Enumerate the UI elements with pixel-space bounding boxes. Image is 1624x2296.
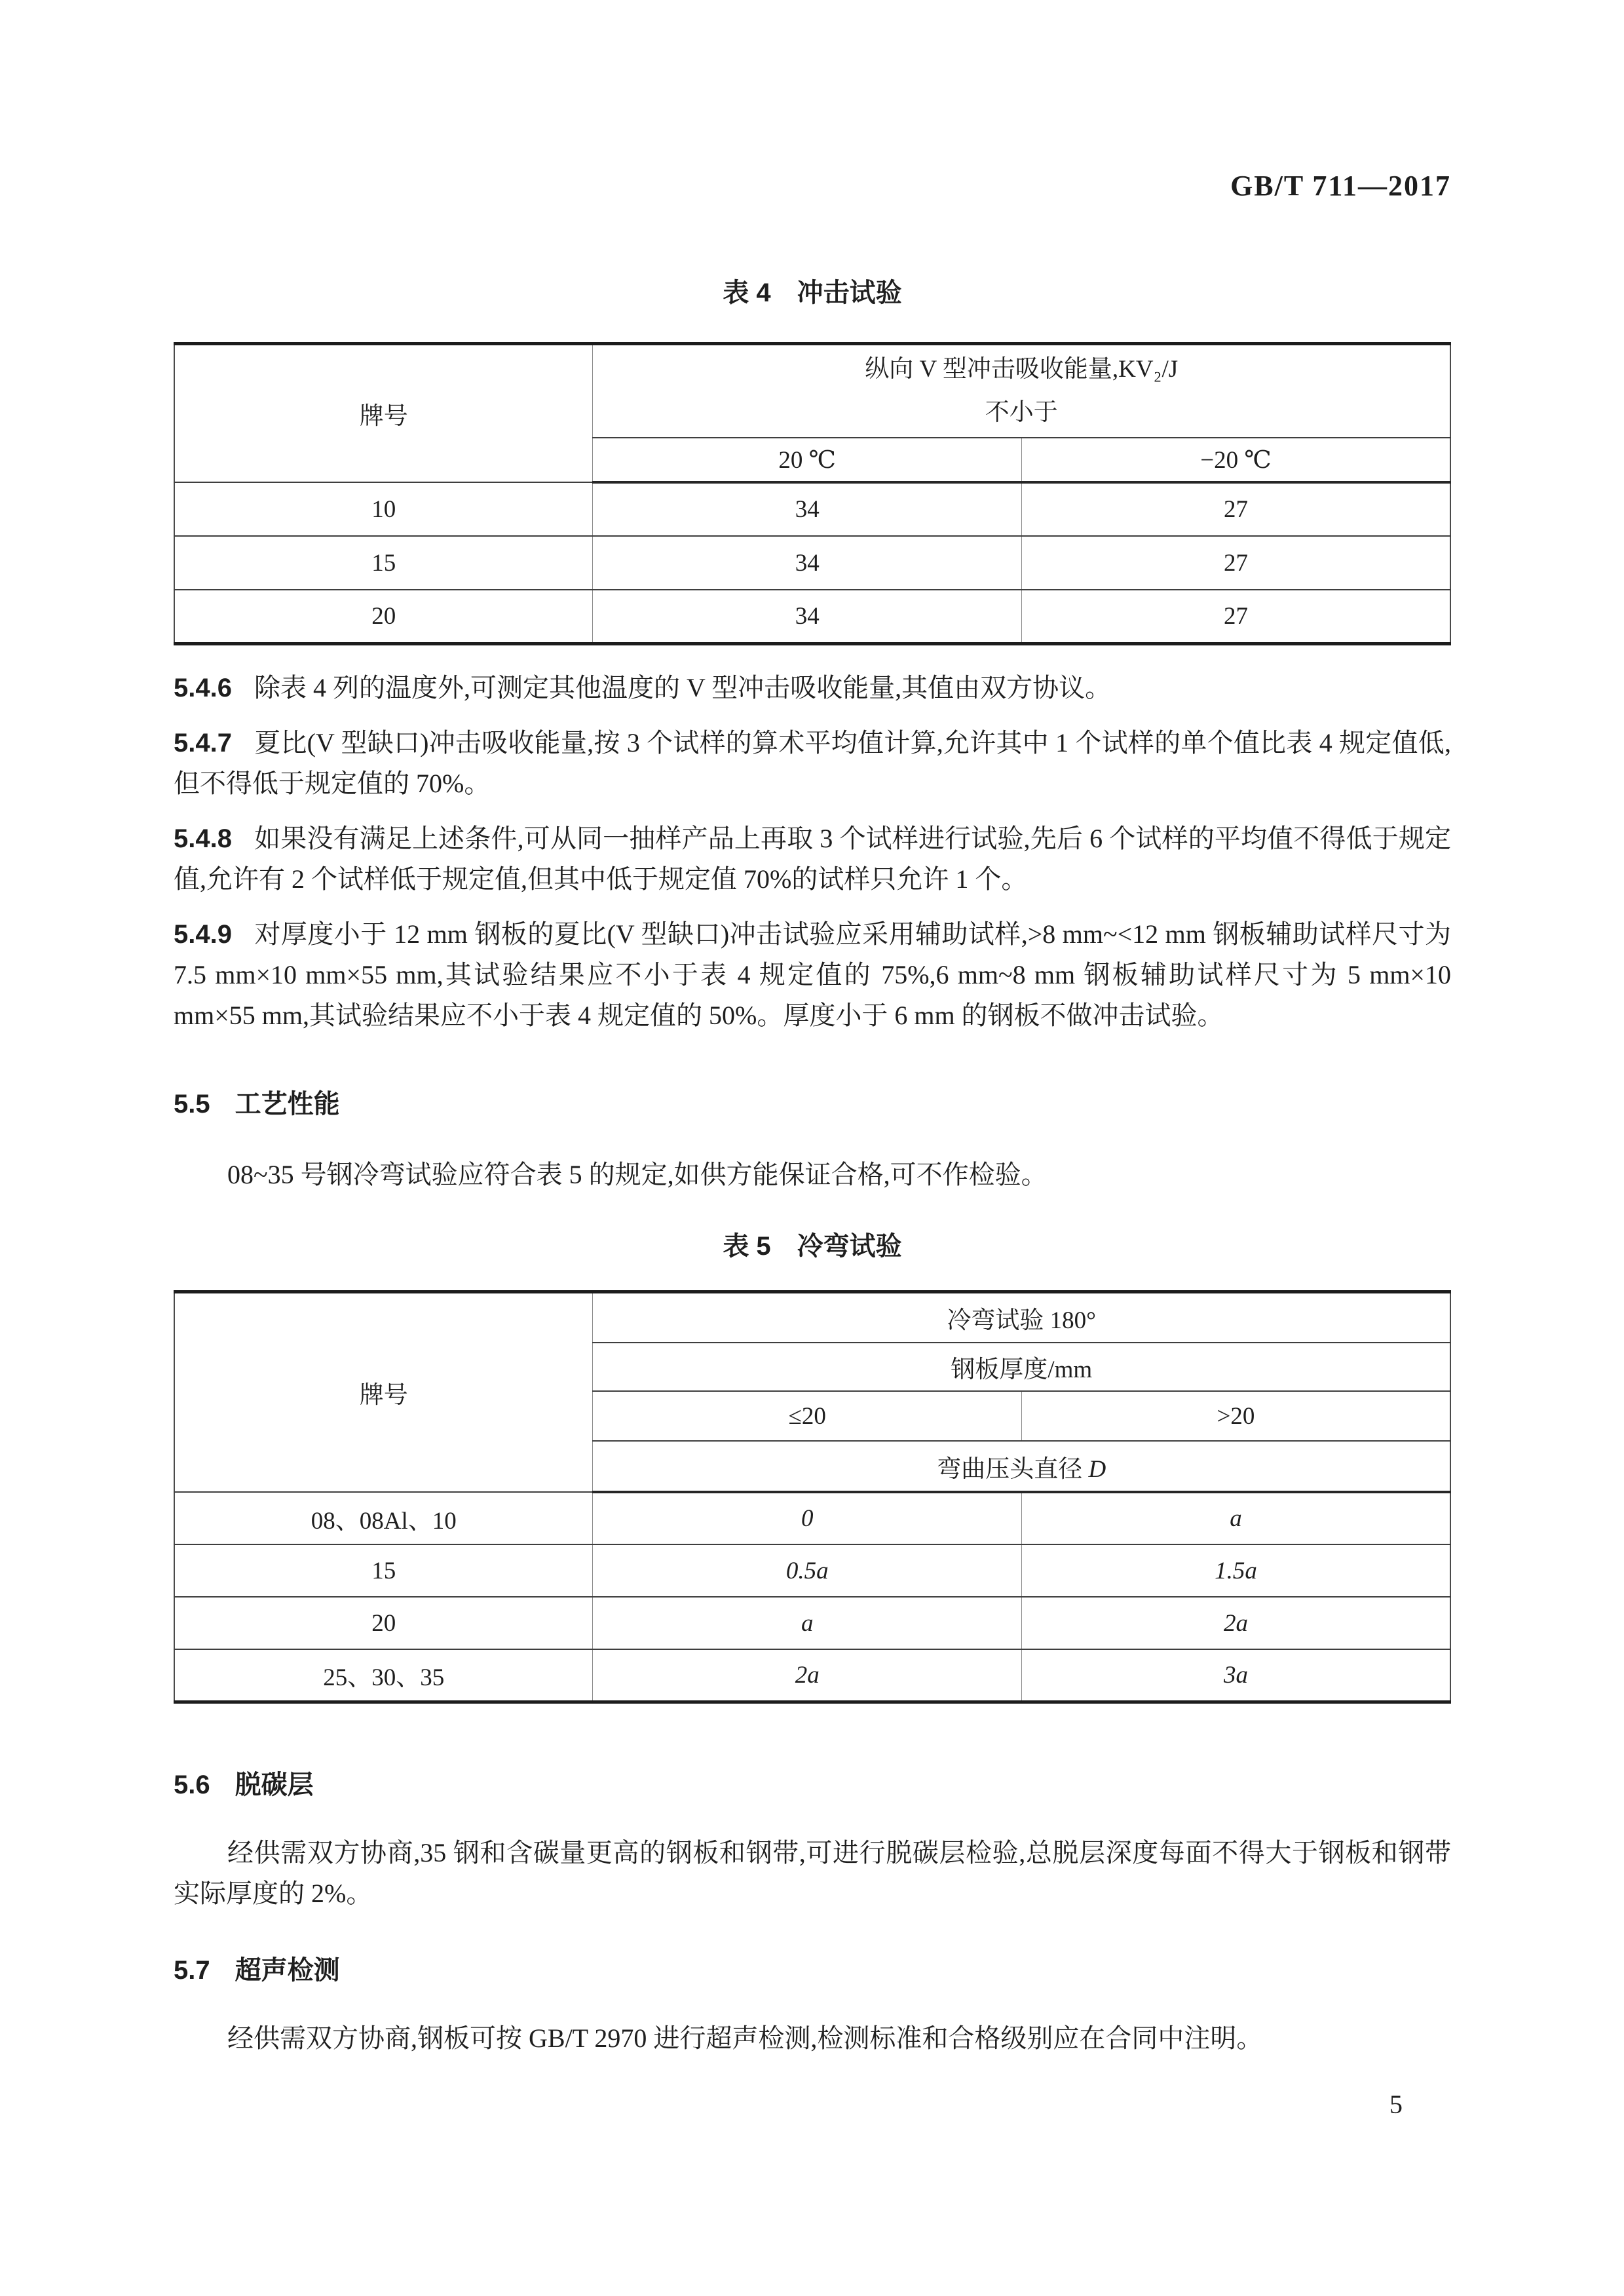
cold-bend-test-table [174, 1290, 1451, 1704]
clause-number: 5.4.6 [174, 673, 232, 702]
section-number: 5.6 [174, 1770, 210, 1799]
table-row [174, 1597, 1450, 1649]
impact-test-table-body [174, 482, 1450, 643]
clause-number: 5.4.9 [174, 919, 232, 949]
table-row [174, 1492, 1450, 1544]
section-heading-5-5 [174, 1083, 1451, 1120]
impact-test-table-header [174, 344, 1450, 483]
section-number: 5.5 [174, 1089, 210, 1119]
kv20-cell: 34 [593, 536, 1022, 590]
bend-gt20-cell: 2a [1021, 1597, 1450, 1649]
section-number: 5.7 [174, 1955, 210, 1985]
bend-le20-cell: 0.5a [593, 1544, 1022, 1597]
table-header-row [174, 344, 1450, 438]
section-title: 脱碳层 [235, 1770, 314, 1799]
standard-number-header: GB/T 711—2017 [1230, 170, 1451, 202]
section-5-6-body: 经供需双方协商,35 钢和含碳量更高的钢板和钢带,可进行脱碳层检验,总脱层深度每面不得大于钢板和钢带实际厚度的 2%。 [174, 1837, 1451, 1908]
bend-gt20-cell: 3a [1021, 1649, 1450, 1702]
bend-le20-cell: a [593, 1597, 1022, 1649]
clause-text: 除表 4 列的温度外,可测定其他温度的 V 型冲击吸收能量,其值由双方协议。 [254, 672, 1112, 702]
clause-number: 5.4.7 [174, 728, 232, 757]
grade-cell: 08、08Al、10 [174, 1492, 593, 1544]
section-title: 超声检测 [235, 1955, 340, 1985]
energy-header-cell [593, 344, 1450, 438]
clause-text: 对厚度小于 12 mm 钢板的夏比(V 型缺口)冲击试验应采用辅助试样,>8 mm~<12 mm 钢板辅助试样尺寸为 7.5 mm×10 mm×55 mm,其试验结果应不小于表 4 规定值的 75%,6 mm~8 mm 钢板辅助试样尺寸为 5 mm×10 mm×55 mm,其试验结果应不小于表 4 规定值的 50%。厚度小于 6 mm 的钢板不做冲击试验。 [174, 919, 1451, 1030]
table-row [174, 590, 1450, 643]
section-heading-5-6 [174, 1764, 1451, 1801]
energy-condition: 不小于 [985, 399, 1058, 426]
kv-minus20-cell: 27 [1021, 536, 1450, 590]
table-row [174, 482, 1450, 536]
table-row [174, 536, 1450, 590]
table-header-row [174, 1292, 1450, 1343]
bend-gt20-cell: a [1021, 1492, 1450, 1544]
diameter-label: 弯曲压头直径 [937, 1455, 1089, 1483]
diameter-symbol: D [1088, 1455, 1106, 1483]
grade-cell: 10 [174, 482, 593, 536]
kv-minus20-cell: 27 [1021, 590, 1450, 643]
cold-bend-table-header [174, 1292, 1450, 1492]
section-5-7-body: 经供需双方协商,钢板可按 GB/T 2970 进行超声检测,检测标准和合格级别应在合同中注明。 [227, 2023, 1263, 2053]
clause-text: 如果没有满足上述条件,可从同一抽样产品上再取 3 个试样进行试验,先后 6 个试样的平均值不得低于规定值,允许有 2 个试样低于规定值,但其中低于规定值 70%的试样只允许 1 个。 [174, 823, 1451, 894]
clause-5-4-9 [174, 914, 1451, 1036]
table5-title: 表 5 冷弯试验 [723, 1231, 902, 1261]
bend-gt20-cell: 1.5a [1021, 1544, 1450, 1597]
table-row [174, 1544, 1450, 1597]
impact-test-table [174, 342, 1451, 645]
clause-text: 夏比(V 型缺口)冲击吸收能量,按 3 个试样的算术平均值计算,允许其中 1 个试样的单个值比表 4 规定值低,但不得低于规定值的 70%。 [174, 727, 1451, 798]
section-5-5-body: 08~35 号钢冷弯试验应符合表 5 的规定,如供方能保证合格,可不作检验。 [227, 1159, 1048, 1189]
page-content [174, 0, 1451, 2059]
cold-bend-table-body [174, 1492, 1450, 1702]
thickness-header-cell: 钢板厚度/mm [593, 1343, 1450, 1391]
bend-le20-cell: 2a [593, 1649, 1022, 1702]
energy-title: 纵向 V 型冲击吸收能量,KV₂/J [865, 356, 1179, 383]
bend-le20-cell: 0 [593, 1492, 1022, 1544]
section-title: 工艺性能 [235, 1089, 340, 1119]
thickness-gt20-header-cell: >20 [1021, 1391, 1450, 1441]
clause-number: 5.4.8 [174, 824, 232, 853]
grade-cell: 25、30、35 [174, 1649, 593, 1702]
bend-test-header-cell: 冷弯试验 180° [593, 1292, 1450, 1343]
temp-20-header-cell: 20 ℃ [593, 438, 1022, 482]
table4-title: 表 4 冲击试验 [723, 278, 902, 307]
table-row [174, 1649, 1450, 1702]
section-heading-5-7 [174, 1949, 1451, 1987]
diameter-header-cell [593, 1441, 1450, 1492]
kv20-cell: 34 [593, 590, 1022, 643]
clause-5-4-7 [174, 723, 1451, 804]
grade-cell: 20 [174, 1597, 593, 1649]
grade-cell: 15 [174, 1544, 593, 1597]
kv20-cell: 34 [593, 482, 1022, 536]
page-number: 5 [1389, 2090, 1403, 2119]
clause-5-4-6 [174, 668, 1451, 708]
kv-minus20-cell: 27 [1021, 482, 1450, 536]
thickness-le20-header-cell: ≤20 [593, 1391, 1022, 1441]
grade-header-cell: 牌号 [174, 344, 593, 483]
grade-cell: 20 [174, 590, 593, 643]
clause-5-4-8 [174, 818, 1451, 900]
grade-cell: 15 [174, 536, 593, 590]
grade-header-cell: 牌号 [174, 1292, 593, 1492]
temp-minus20-header-cell: −20 ℃ [1021, 438, 1450, 482]
